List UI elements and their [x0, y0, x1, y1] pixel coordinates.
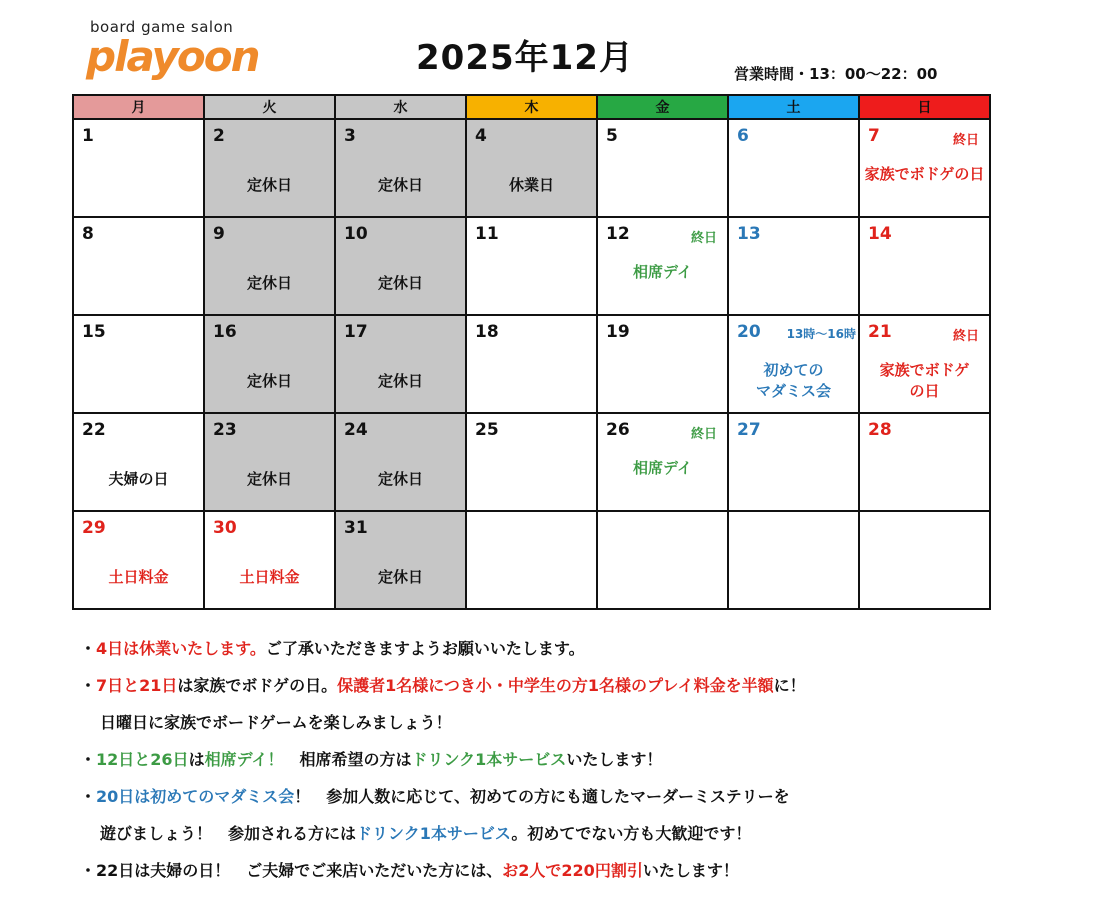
day-note: 土日料金 — [108, 568, 169, 586]
day-tag: 終日 — [952, 329, 979, 344]
weekday-header-sat: 土 — [728, 95, 859, 119]
day-number: 8 — [82, 224, 94, 244]
note-segment: いたします！ — [642, 861, 739, 880]
day-note: 定休日 — [246, 274, 292, 292]
day-note: 初めての マダミス会 — [755, 361, 831, 400]
day-cell — [335, 315, 466, 413]
day-note: 休業日 — [508, 176, 554, 194]
day-note: 相席デイ — [633, 263, 692, 281]
day-number: 19 — [606, 322, 630, 342]
day-cell — [597, 217, 728, 315]
note-segment: 相席希望の方は — [283, 750, 412, 769]
week-row — [73, 511, 990, 609]
note-segment: ・ — [80, 639, 97, 658]
day-tag: 終日 — [690, 427, 717, 442]
day-cell — [335, 217, 466, 315]
day-note: 定休日 — [377, 372, 423, 390]
day-note: 定休日 — [246, 176, 292, 194]
day-number: 29 — [82, 518, 106, 538]
note-segment: ドリンク1本サービス — [411, 750, 567, 769]
day-number: 24 — [344, 420, 368, 440]
day-number: 2 — [213, 126, 225, 146]
day-note: 家族でボドゲの日 — [864, 165, 985, 183]
day-cell — [728, 511, 859, 609]
note-segment: は — [188, 750, 205, 769]
day-number: 16 — [213, 322, 237, 342]
day-number: 15 — [82, 322, 106, 342]
day-cell — [859, 511, 990, 609]
note-segment: ・ — [80, 787, 97, 806]
day-cell — [597, 315, 728, 413]
day-note: 定休日 — [377, 274, 423, 292]
day-note: 定休日 — [246, 372, 292, 390]
note-segment: ・ — [80, 676, 97, 695]
weekday-header-fri: 金 — [597, 95, 728, 119]
logo — [86, 18, 266, 84]
day-cell — [204, 413, 335, 511]
weekday-header-sun: 日 — [859, 95, 990, 119]
day-number: 13 — [737, 224, 761, 244]
day-cell — [204, 119, 335, 217]
weekday-header-wed: 水 — [335, 95, 466, 119]
note-segment: 4日は休業いたします。 — [96, 639, 266, 658]
day-cell — [466, 511, 597, 609]
day-cell — [73, 217, 204, 315]
day-note: 相席デイ — [633, 459, 692, 477]
notes-section — [80, 636, 1080, 895]
day-number: 27 — [737, 420, 761, 440]
day-cell — [73, 315, 204, 413]
day-cell — [859, 217, 990, 315]
day-number: 9 — [213, 224, 225, 244]
day-tag: 終日 — [690, 231, 717, 246]
note-line — [80, 784, 1080, 821]
day-number: 3 — [344, 126, 356, 146]
week-row — [73, 119, 990, 217]
day-cell — [335, 511, 466, 609]
day-number: 14 — [868, 224, 892, 244]
day-number: 26 — [606, 420, 630, 440]
week-row — [73, 413, 990, 511]
calendar-table — [72, 94, 991, 610]
weekday-header-row — [73, 95, 990, 119]
note-segment: 相席デイ！ — [204, 750, 284, 769]
day-note: 家族でボドゲ の日 — [879, 361, 970, 400]
day-cell — [728, 413, 859, 511]
day-cell — [859, 119, 990, 217]
weekday-header-thu: 木 — [466, 95, 597, 119]
note-segment: ・22日は夫婦の日！ ご夫婦でご来店いただいた方には、 — [80, 861, 503, 880]
day-number: 30 — [213, 518, 237, 538]
day-cell — [335, 413, 466, 511]
note-segment: 遊びましょう！ 参加される方には — [100, 824, 357, 843]
day-cell — [466, 217, 597, 315]
weekday-header-mon: 月 — [73, 95, 204, 119]
day-cell — [466, 119, 597, 217]
day-cell — [73, 511, 204, 609]
day-note: 土日料金 — [239, 568, 300, 586]
note-segment: ご了承いただきますようお願いいたします。 — [265, 639, 585, 658]
day-number: 28 — [868, 420, 892, 440]
week-row — [73, 217, 990, 315]
day-number: 6 — [737, 126, 749, 146]
note-segment: 日曜日に家族でボードゲームを楽しみましょう！ — [100, 713, 452, 732]
day-number: 10 — [344, 224, 368, 244]
note-segment: は家族でボドゲの日。 — [177, 676, 338, 695]
day-number: 18 — [475, 322, 499, 342]
note-line — [80, 821, 1080, 858]
day-number: 22 — [82, 420, 106, 440]
weekday-header-tue: 火 — [204, 95, 335, 119]
note-segment: 7日と21日 — [96, 676, 178, 695]
day-number: 11 — [475, 224, 499, 244]
day-number: 12 — [606, 224, 630, 244]
note-segment: 20日は初めてのマダミス会 — [96, 787, 295, 806]
day-note: 定休日 — [377, 470, 423, 488]
note-segment: 。初めてでない方も大歓迎です！ — [511, 824, 752, 843]
day-number: 23 — [213, 420, 237, 440]
note-segment: 保護者1名様につき小・中学生の方1名様のプレイ料金を半額 — [337, 676, 774, 695]
day-cell — [335, 119, 466, 217]
note-line — [80, 636, 1080, 673]
day-number: 21 — [868, 322, 892, 342]
logo-tagline: board game salon — [90, 18, 234, 36]
day-cell — [597, 511, 728, 609]
business-hours: 営業時間・13：00〜22：00 — [734, 65, 938, 83]
note-segment: ！ 参加人数に応じて、初めての方にも適したマーダーミステリーを — [294, 787, 790, 806]
day-cell — [597, 413, 728, 511]
day-tag: 終日 — [952, 133, 979, 148]
day-cell — [204, 511, 335, 609]
note-line — [80, 673, 1080, 710]
day-number: 31 — [344, 518, 368, 538]
week-row — [73, 315, 990, 413]
day-tag: 13時〜16時 — [786, 327, 856, 341]
note-line — [80, 858, 1080, 895]
note-segment: お2人で220円割引 — [502, 861, 643, 880]
day-cell — [859, 413, 990, 511]
day-cell — [204, 315, 335, 413]
note-line — [80, 747, 1080, 784]
day-cell — [859, 315, 990, 413]
day-cell — [728, 119, 859, 217]
day-number: 20 — [737, 322, 761, 342]
day-cell — [73, 413, 204, 511]
day-cell — [204, 217, 335, 315]
note-segment: ・ — [80, 750, 97, 769]
day-note: 定休日 — [377, 176, 423, 194]
day-number: 7 — [868, 126, 880, 146]
day-cell — [728, 315, 859, 413]
logo-wordmark: playoon — [86, 32, 259, 81]
day-cell — [597, 119, 728, 217]
day-cell — [728, 217, 859, 315]
day-number: 5 — [606, 126, 618, 146]
page-title: 2025年12月 — [416, 38, 634, 78]
day-note: 定休日 — [377, 568, 423, 586]
note-segment: いたします！ — [566, 750, 663, 769]
day-note: 定休日 — [246, 470, 292, 488]
note-segment: ドリンク1本サービス — [356, 824, 512, 843]
day-number: 1 — [82, 126, 94, 146]
day-number: 4 — [475, 126, 487, 146]
note-segment: 12日と26日 — [96, 750, 189, 769]
note-segment: に！ — [773, 676, 806, 695]
day-cell — [73, 119, 204, 217]
day-note: 夫婦の日 — [108, 470, 169, 488]
day-cell — [466, 413, 597, 511]
day-number: 25 — [475, 420, 499, 440]
day-cell — [466, 315, 597, 413]
note-line — [80, 710, 1080, 747]
day-number: 17 — [344, 322, 368, 342]
